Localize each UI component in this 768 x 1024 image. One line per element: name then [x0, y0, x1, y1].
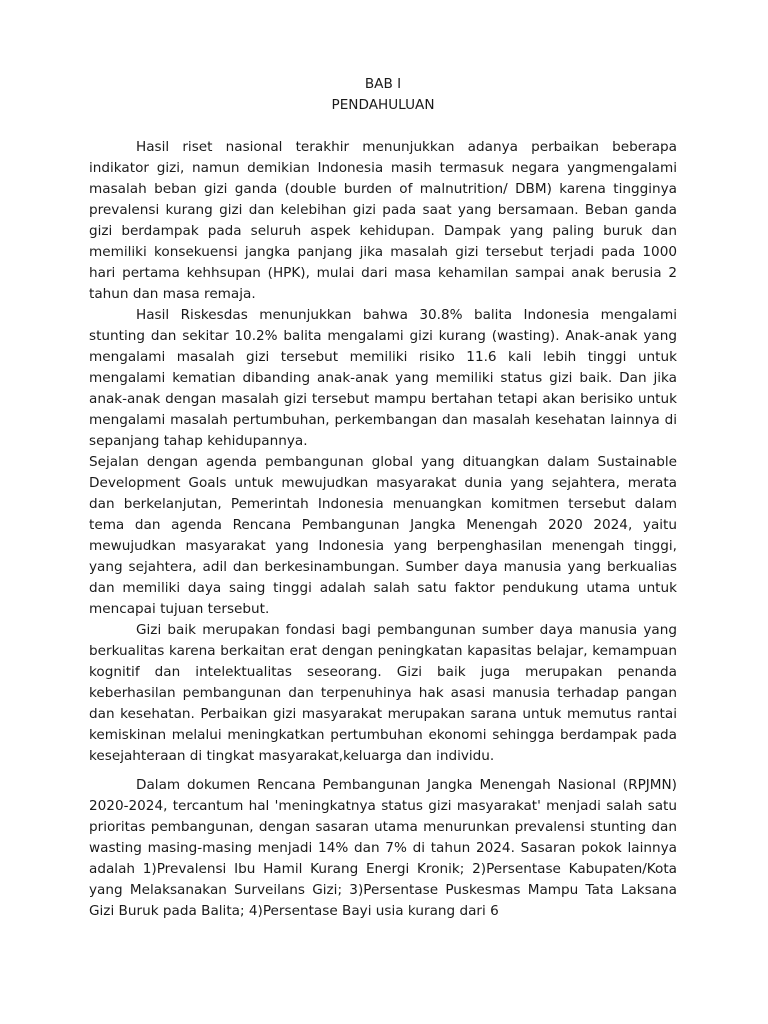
chapter-label: BAB I	[364, 76, 402, 92]
paragraph-4: Gizi baik merupakan fondasi bagi pembangunan sumber daya manusia yang berkualitas karena berkaitan erat dengan peningkatan kapasitas belajar, kemampuan kognitif dan intelektualitas seseorang. Gizi baik juga merupakan penanda keberhasilan pembangunan dan terpenuhinya hak asasi manusia terhadap pangan dan kesehatan. Perbaikan gizi masyarakat merupakan sarana untuk memutus rantai kemiskinan melalui meningkatkan pertumbuhan ekonomi sehingga berdampak pada kesejahteraan di tingkat masyarakat,keluarga dan individu.	[89, 622, 677, 764]
paragraph-2: Hasil Riskesdas menunjukkan bahwa 30.8% balita Indonesia mengalami stunting dan sekitar 10.2% balita mengalami gizi kurang (wasting). Anak-anak yang mengalami masalah gizi tersebut memiliki risiko 11.6 kali lebih tinggi untuk mengalami kematian dibanding anak-anak yang memiliki status gizi baik. Dan jika anak-anak dengan masalah gizi tersebut mampu bertahan tetapi akan berisiko untuk mengalami masalah pertumbuhan, perkembangan dan masalah kesehatan lainnya di sepanjang tahap kehidupannya.	[89, 307, 677, 449]
paragraph-5: Dalam dokumen Rencana Pembangunan Jangka Menengah Nasional (RPJMN) 2020-2024, tercantum hal 'meningkatnya status gizi masyarakat' menjadi salah satu prioritas pembangunan, dengan sasaran utama menurunkan prevalensi stunting dan wasting masing-masing menjadi 14% dan 7% di tahun 2024. Sasaran pokok lainnya adalah 1)Prevalensi Ibu Hamil Kurang Energi Kronik; 2)Persentase Kabupaten/Kota yang Melaksanakan Surveilans Gizi; 3)Persentase Puskesmas Mampu Tata Laksana Gizi Buruk pada Balita; 4)Persentase Bayi usia kurang dari 6	[89, 777, 677, 919]
paragraph-1: Hasil riset nasional terakhir menunjukkan adanya perbaikan beberapa indikator gizi, namun demikian Indonesia masih termasuk negara yangmengalami masalah beban gizi ganda (double burden of malnutrition/ DBM) karena tingginya prevalensi kurang gizi dan kelebihan gizi pada saat yang bersamaan. Beban ganda gizi berdampak pada seluruh aspek kehidupan. Dampak yang paling buruk dan memiliki konsekuensi jangka panjang jika masalah gizi tersebut terjadi pada 1000 hari pertama kehhsupan (HPK), mulai dari masa kehamilan sampai anak berusia 2 tahun dan masa remaja.	[89, 139, 677, 302]
heading-spacer	[89, 116, 677, 137]
document-page	[89, 74, 677, 922]
paragraph-3: Sejalan dengan agenda pembangunan global yang dituangkan dalam Sustainable Development Goals untuk mewujudkan masyarakat dunia yang sejahtera, merata dan berkelanjutan, Pemerintah Indonesia menuangkan komitmen tersebut dalam tema dan agenda Rencana Pembangunan Jangka Menengah 2020 2024, yaitu mewujudkan masyarakat yang Indonesia yang berpenghasilan menengah tinggi, yang sejahtera, adil dan berkesinambungan. Sumber daya manusia yang berkualias dan memiliki daya saing tinggi adalah salah satu faktor pendukung utama untuk mencapai tujuan tersebut.	[89, 454, 677, 617]
chapter-title: PENDAHULUAN	[331, 97, 435, 113]
